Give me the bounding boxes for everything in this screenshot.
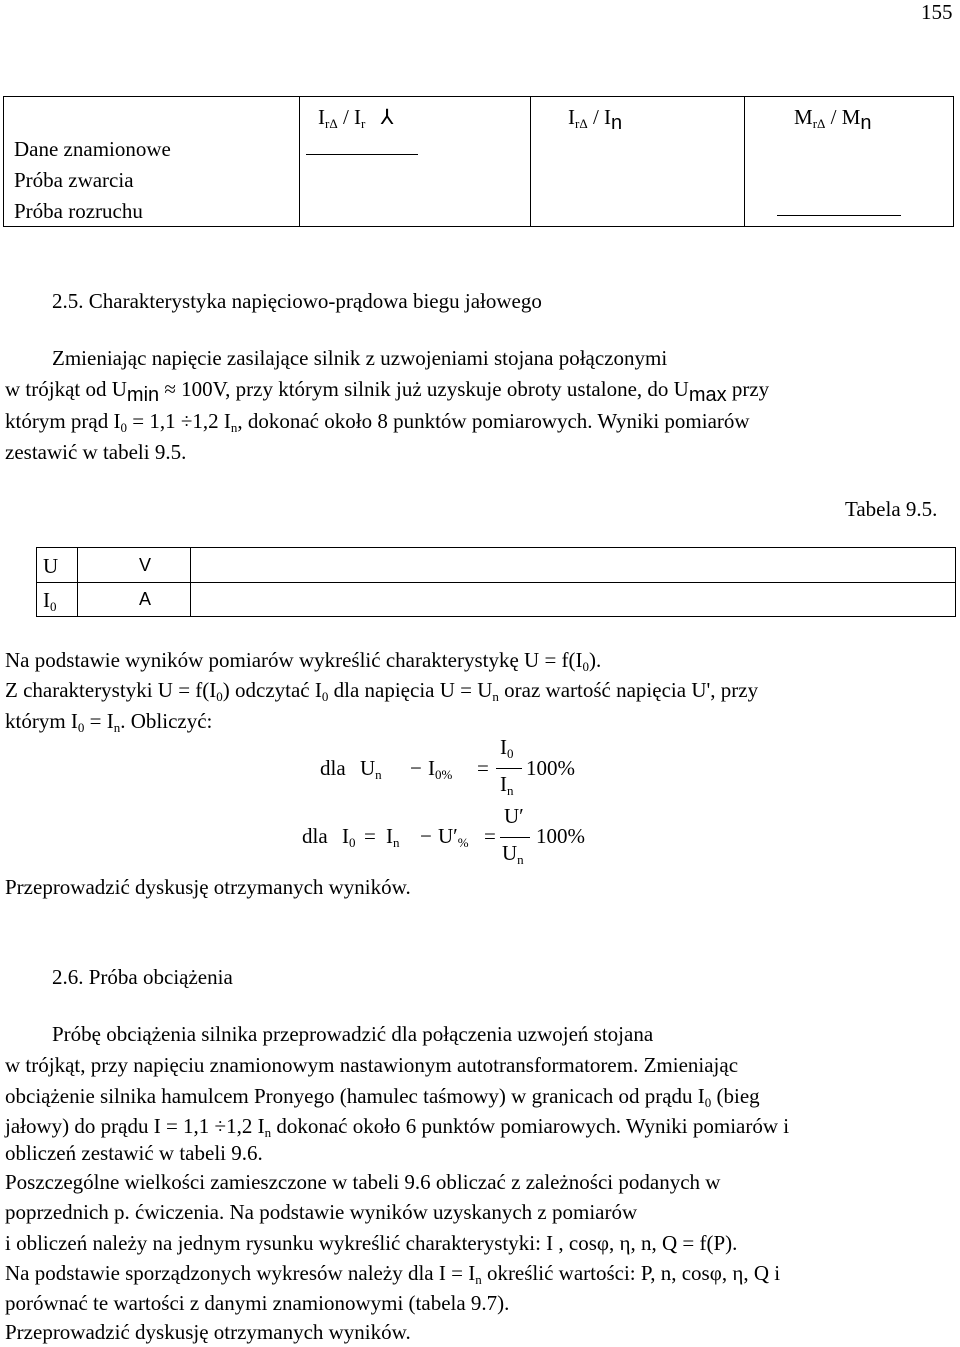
- table-symbol-current: $I_0$: [43, 588, 57, 614]
- paragraph-line: Przeprowadzić dyskusję otrzymanych wyników.: [5, 875, 411, 899]
- table-caption-9-5: Tabela 9.5.: [845, 497, 938, 521]
- paragraph-line: Zmieniając napięcie zasilające silnik z uzwojeniami stojana połączonymi: [52, 346, 668, 370]
- paragraph-line: w trójkąt od Umin ≈ 100V, przy którym silnik już uzyskuje obroty ustalone, do Umax przy: [5, 377, 770, 406]
- col-header-current-ratio: $I_{r\Delta}$ / In: [568, 105, 623, 134]
- row-label-rated: Dane znamionowe: [14, 137, 171, 161]
- page-number: 155: [921, 0, 953, 24]
- table-symbol-voltage: U: [43, 554, 59, 578]
- measurement-table-9-5: [36, 547, 956, 617]
- empty-cell-dash: [777, 215, 901, 216]
- paragraph-line: porównać te wartości z danymi znamionowymi (tabela 9.7).: [5, 1291, 510, 1315]
- empty-cell-dash: [306, 154, 418, 155]
- col-header-current-ratio-star: $I_{r\Delta} / I_r$ ⅄: [318, 105, 394, 131]
- section-heading-2-6: 2.6. Próba obciążenia: [52, 965, 233, 989]
- table-unit-current: A: [139, 589, 152, 609]
- paragraph-line: i obliczeń należy na jednym rysunku wykreślić charakterystyki: I , cosφ, η, n, Q = f(P).: [5, 1231, 738, 1255]
- star-connection-icon: ⅄: [380, 105, 394, 129]
- paragraph-line: Na podstawie wyników pomiarów wykreślić charakterystykę $U = f(I_0)$.: [5, 648, 602, 674]
- paragraph-line: jałowy) do prądu I = 1,1 ÷1,2 $I_n$ dokonać około 6 punktów pomiarowych. Wyniki pomiarów i: [5, 1114, 790, 1140]
- paragraph-line: Z charakterystyki $U = f(I_0)$ odczytać $I_0$ dla napięcia $U = U_n$ oraz wartość napięcia U', przy: [5, 678, 759, 704]
- paragraph-line: poprzednich p. ćwiczenia. Na podstawie wyników uzyskanych z pomiarów: [5, 1200, 638, 1224]
- paragraph-line: Na podstawie sporządzonych wykresów należy dla $I = I_n$ określić wartości: P, n, cosφ, η, Q i: [5, 1261, 781, 1287]
- paragraph-line: którym $I_0 = I_n$. Obliczyć:: [5, 709, 213, 735]
- paragraph-line: Próbę obciążenia silnika przeprowadzić dla połączenia uzwojeń stojana: [52, 1022, 654, 1046]
- paragraph-line: w trójkąt, przy napięciu znamionowym nastawionym autotransformatorem. Zmieniając: [5, 1053, 739, 1077]
- paragraph-line: Poszczególne wielkości zamieszczone w tabeli 9.6 obliczać z zależności podanych w: [5, 1170, 721, 1194]
- section-heading-2-5: 2.5. Charakterystyka napięciowo-prądowa biegu jałowego: [52, 289, 542, 313]
- paragraph-line: Przeprowadzić dyskusję otrzymanych wyników.: [5, 1320, 411, 1344]
- row-label-starting: Próba rozruchu: [14, 199, 143, 223]
- row-label-short-circuit: Próba zwarcia: [14, 168, 134, 192]
- col-header-torque-ratio: $M_{r\Delta}$ / Mn: [794, 105, 872, 134]
- table-unit-voltage: V: [139, 555, 152, 575]
- paragraph-line: obciążenie silnika hamulcem Pronyego (hamulec taśmowy) w granicach od prądu $I_0$ (bieg: [5, 1084, 760, 1110]
- paragraph-line: obliczeń zestawić w tabeli 9.6.: [5, 1141, 263, 1165]
- paragraph-line: zestawić w tabeli 9.5.: [5, 440, 187, 464]
- paragraph-line: którym prąd $I_0 = 1,1 \div 1,2$ $I_n$, dokonać około 8 punktów pomiarowych. Wyniki pomiarów: [5, 409, 750, 435]
- rating-table: [3, 96, 954, 227]
